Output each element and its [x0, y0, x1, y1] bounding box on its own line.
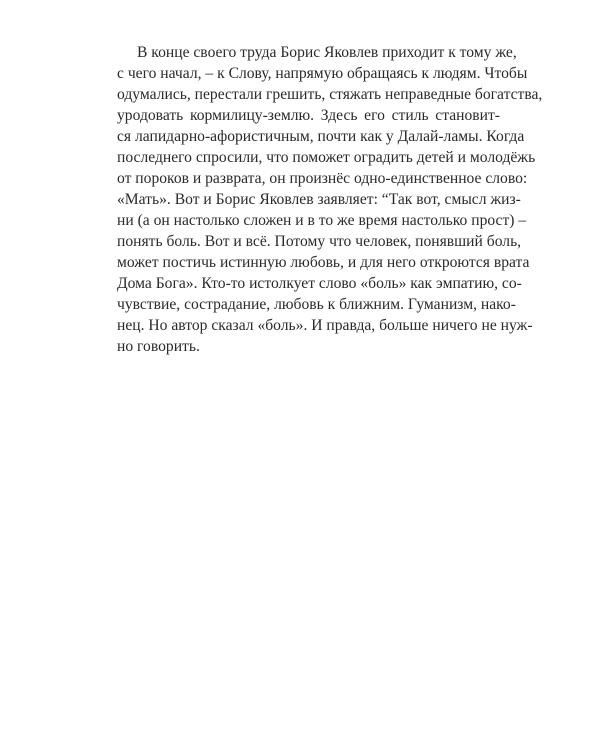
paragraph-line: уродовать кормилицу-землю. Здесь его стиль становит- — [117, 107, 500, 124]
paragraph-line: Дома Бога». Кто-то истолкует слово «боль» как эмпатию, со- — [117, 275, 522, 292]
paragraph-line: последнего спросили, что поможет оградить детей и молодёжь — [117, 149, 536, 166]
paragraph-line: «Мать». Вот и Борис Яковлев заявляет: “Так вот, смысл жиз- — [117, 191, 521, 208]
paragraph-line: нец. Но автор сказал «боль». И правда, больше ничего не нуж- — [117, 317, 533, 334]
paragraph-line: понять боль. Вот и всё. Потому что человек, понявший боль, — [117, 233, 522, 250]
paragraph — [117, 42, 543, 357]
paragraph-line: может постичь истинную любовь, и для него откроются врата — [117, 254, 530, 271]
paragraph-line: но говорить. — [117, 338, 200, 355]
paragraph-line: ся лапидарно-афористичным, почти как у Далай-ламы. Когда — [117, 128, 525, 145]
paragraph-line: одумались, перестали грешить, стяжать неправедные богатства, — [117, 86, 543, 103]
paragraph-line: чувствие, сострадание, любовь к ближним. Гуманизм, нако- — [117, 296, 516, 313]
paragraph-line: с чего начал, – к Слову, напрямую обращаясь к людям. Чтобы — [117, 65, 528, 82]
paragraph-line: от пороков и разврата, он произнёс одно-единственное слово: — [117, 170, 528, 187]
paragraph-line: В конце своего труда Борис Яковлев приходит к тому же, — [137, 44, 517, 61]
paragraph-line: ни (а он настолько сложен и в то же время настолько прост) – — [117, 212, 527, 229]
